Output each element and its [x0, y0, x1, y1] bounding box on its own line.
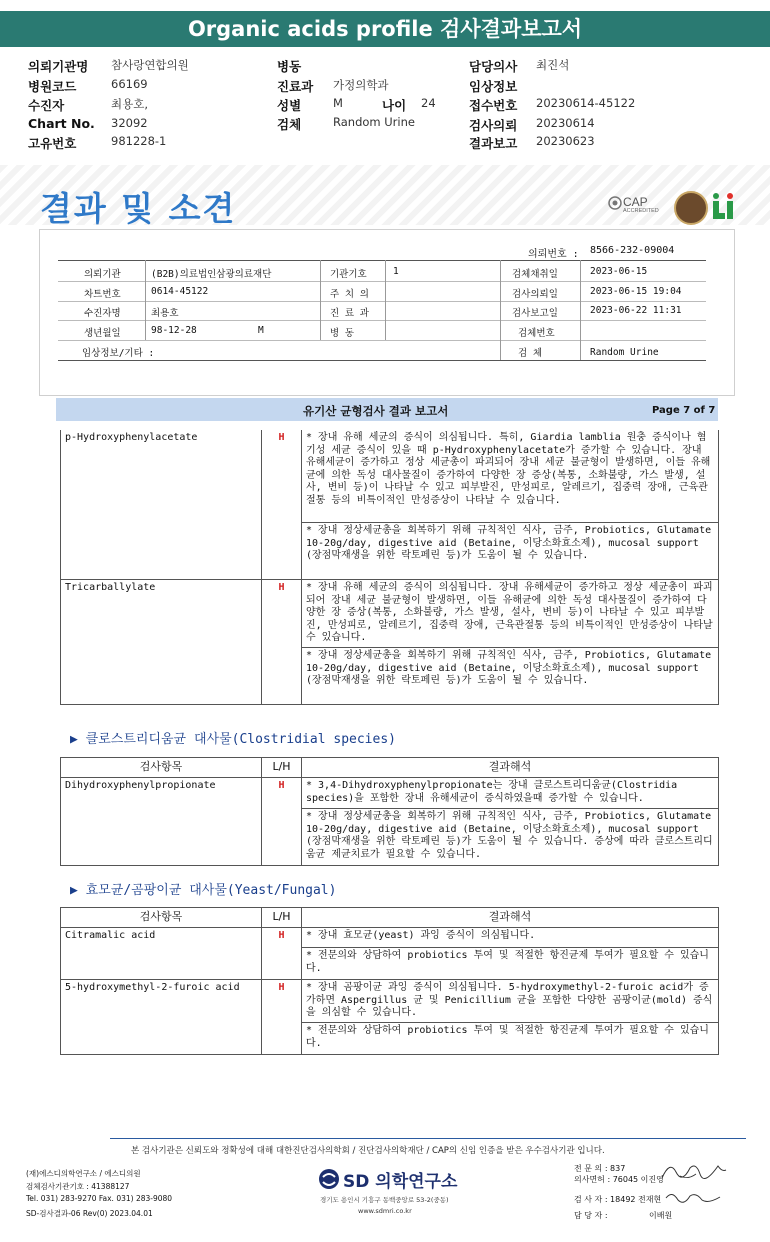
high-flag: H [262, 430, 302, 580]
info-value: 2023-06-15 19:04 [590, 286, 682, 297]
table-row [61, 778, 719, 809]
header-label: 진료과 [277, 79, 314, 94]
high-flag: H [262, 928, 302, 980]
info-label: 의뢰기관 [84, 269, 121, 280]
info-label: 검 체 [518, 348, 543, 359]
section-title: 결과 및 소견 [40, 189, 237, 228]
info-value: 최용호 [151, 308, 179, 319]
info-label: 검체채취일 [512, 269, 558, 280]
info-label: 수진자명 [84, 308, 121, 319]
header-label: 병동 [277, 59, 302, 74]
col-header-item: 검사항목 [61, 758, 262, 778]
result-table-1 [60, 430, 719, 705]
recommendation-text: * 전문의와 상담하여 probiotics 투여 및 적절한 항진균제 투여가 필요할 수 있습니다. [302, 1023, 719, 1055]
header-label: 검사의뢰 [469, 118, 518, 133]
header-label: 의뢰기관명 [28, 59, 89, 74]
header-label: 성별 [277, 98, 302, 113]
header-value: 32092 [111, 116, 148, 130]
test-item-name: 5-hydroxymethyl-2-furoic acid [61, 980, 262, 1055]
info-label: 임상정보/기타 : [82, 348, 155, 359]
test-item-name: p-Hydroxyphenylacetate [61, 430, 262, 580]
table-row [61, 430, 719, 523]
info-value: 1 [393, 266, 399, 277]
recommendation-text: * 장내 정상세균총을 회복하기 위해 규칙적인 식사, 금주, Probiotics, Glutamate 10-20g/day, digestive aid (Betaine, 이당소화효소제), mucosal support (장점막재생을 위한 락토페린 등)가 도움이 될 수 있습니다. 증상에 따라 클로스트리디움균 제균치료가 필요할 수 있습니다. [302, 809, 719, 866]
signatory-line: 의사면허 : 76045 이진영 [574, 1175, 664, 1184]
info-value: 98-12-28 [151, 325, 197, 336]
info-label: 병 동 [330, 328, 355, 339]
info-label: 주 치 의 [330, 289, 369, 300]
header-label: 접수번호 [469, 98, 518, 113]
recommendation-text: * 전문의와 상담하여 probiotics 투여 및 적절한 항진균제 투여가 필요할 수 있습니다. [302, 948, 719, 980]
header-label: Chart No. [28, 116, 95, 131]
test-item-name: Dihydroxyphenylpropionate [61, 778, 262, 866]
header-label: 검체 [277, 117, 302, 132]
info-value: M [258, 325, 264, 336]
header-label: 병원코드 [28, 79, 77, 94]
result-table-2 [60, 757, 719, 866]
header-label: 나이 [382, 98, 407, 113]
col-header-result: 결과해석 [302, 758, 719, 778]
header-value: 가정의학과 [333, 78, 389, 92]
interpretation-text: * 장내 유해 세균의 증식이 의심됩니다. 장내 유해세균이 증가하고 정상 세균총이 파괴되어 장내 세균 불균형이 발생하면, 이들 유해균에 의한 독성 대사물질이 증가하여 다양한 장 증상(복통, 소화불량, 가스 발생, 설사, 변비 등)이 나타날 수 있고 피부발진, 만성피로, 알레르기, 집중력 장애, 근육관절통 등의 비특이적인 만성증상이 나타날 수 있습니다. [302, 580, 719, 648]
header-value: Random Urine [333, 115, 415, 129]
result-table-3 [60, 907, 719, 1055]
header-label: 고유번호 [28, 136, 77, 151]
yeast-section-heading: ▶ 효모균/곰팡이균 대사물(Yeast/Fungal) [70, 883, 337, 898]
brand-website: www.sdmri.co.kr [358, 1207, 412, 1215]
society-seal-icon [674, 191, 708, 225]
org-contact: Tel. 031) 283-9270 Fax. 031) 283-9080 [26, 1194, 173, 1203]
table-header-row [61, 758, 719, 778]
table-header-row [61, 908, 719, 928]
sd-logo-icon [318, 1168, 340, 1190]
header-value: 최진석 [536, 58, 570, 72]
signatory-line: 이배원 [649, 1211, 673, 1220]
high-flag: H [262, 580, 302, 705]
header-label: 결과보고 [469, 136, 518, 151]
info-label: 차트번호 [84, 289, 121, 300]
yeast-section-title: 효모균/곰팡이균 대사물(Yeast/Fungal) [85, 883, 337, 898]
header-value: 20230614-45122 [536, 96, 636, 110]
table-row [61, 980, 719, 1023]
header-value: M [333, 96, 343, 110]
high-flag: H [262, 980, 302, 1055]
info-label: 생년월일 [84, 328, 121, 339]
interpretation-text: * 3,4-Dihydroxyphenylpropionate는 장내 클로스트리디움균(Clostridia species)을 포함한 장내 유해세균이 증식하였을때 증가할 수 있습니다. [302, 778, 719, 809]
info-label: 진 료 과 [330, 308, 369, 319]
recommendation-text: * 장내 정상세균총을 회복하기 위해 규칙적인 식사, 금주, Probiotics, Glutamate 10-20g/day, digestive aid (Betaine, 이당소화효소제), mucosal support (장점막재생을 위한 락토페린 등)가 도움이 될 수 있습니다. [302, 648, 719, 705]
info-label: 검사의뢰일 [512, 289, 558, 300]
table-row [61, 928, 719, 948]
header-value: 20230623 [536, 134, 595, 148]
clostridial-section-heading: ▶ 클로스트리디움균 대사물(Clostridial species) [70, 732, 396, 747]
info-value: (B2B)의료법인삼광의료재단 [151, 269, 272, 280]
info-value: 0614-45122 [151, 286, 209, 297]
header-label: 임상정보 [469, 79, 518, 94]
brand-name: SD 의학연구소 [343, 1172, 458, 1192]
high-flag: H [262, 778, 302, 866]
org-code: 검체검사기관기호 : 41388127 [26, 1182, 130, 1191]
lab-accreditation-icon [710, 191, 738, 221]
header-value: 참사랑연합의원 [111, 58, 189, 72]
info-value: 2023-06-22 11:31 [590, 305, 682, 316]
signature-image [664, 1188, 724, 1208]
info-value: Random Urine [590, 347, 659, 358]
recommendation-text: * 장내 정상세균총을 회복하기 위해 규칙적인 식사, 금주, Probiotics, Glutamate 10-20g/day, digestive aid (Betaine, 이당소화효소제), mucosal support (장점막재생을 위한 락토페린 등)가 도움이 될 수 있습니다. [302, 523, 719, 580]
table-row [61, 580, 719, 648]
info-label: 검사보고일 [512, 308, 558, 319]
header-label: 담당의사 [469, 59, 518, 74]
header-label: 수진자 [28, 98, 65, 113]
footer-divider [110, 1138, 746, 1139]
org-name: (재)에스디의학연구소 / 에스디의원 [26, 1169, 141, 1178]
header-value: 66169 [111, 77, 148, 91]
header-value: 20230614 [536, 116, 595, 130]
header-value: 최용호, [111, 97, 148, 111]
test-item-name: Citramalic acid [61, 928, 262, 980]
certification-notice: 본 검사기관은 신뢰도와 정확성에 대해 대한진단검사의학회 / 진단검사의학재단 / CAP의 신임 인증을 받은 우수검사기관 입니다. [131, 1146, 605, 1156]
cap-logo-text: CAP [623, 195, 648, 209]
brand-address: 경기도 용인시 기흥구 동백중앙로 53-2(중동) [320, 1196, 449, 1204]
form-number: SD-검사결과-06 Rev(0) 2023.04.01 [26, 1209, 153, 1218]
interpretation-text: * 장내 효모균(yeast) 과잉 증식이 의심됩니다. [302, 928, 719, 948]
signatory-line: 검 사 자 : 18492 전재현 [574, 1195, 662, 1204]
request-no: 8566-232-09004 [590, 245, 675, 256]
cap-logo-sub: ACCREDITED [623, 208, 659, 214]
col-header-result: 결과해석 [302, 908, 719, 928]
clostridial-section-title: 클로스트리디움균 대사물(Clostridial species) [85, 732, 396, 747]
col-header-lh: L/H [262, 908, 302, 928]
header-value: 981228-1 [111, 134, 167, 148]
interpretation-text: * 장내 곰팡이균 과잉 증식이 의심됩니다. 5-hydroxymethyl-2-furoic acid가 증가하면 Aspergillus 균 및 Penicillium 균을 포함한 다양한 곰팡이균(mold) 증식을 의심할 수 있습니다. [302, 980, 719, 1023]
info-label: 검체번호 [518, 328, 555, 339]
info-label: 기관기호 [330, 269, 367, 280]
page-indicator: Page 7 of 7 [652, 405, 716, 416]
col-header-lh: L/H [262, 758, 302, 778]
request-no-label: 의뢰번호 : [528, 249, 579, 260]
header-value: 24 [421, 96, 436, 110]
col-header-item: 검사항목 [61, 908, 262, 928]
test-item-name: Tricarballylate [61, 580, 262, 705]
info-value: 2023-06-15 [590, 266, 648, 277]
report-title-bar: Organic acids profile 검사결과보고서 [0, 11, 770, 47]
interpretation-text: * 장내 유해 세균의 증식이 의심됩니다. 특히, Giardia lamblia 원충 증식이나 혐기성 세균 증식이 있을 때 p-Hydroxyphenylacetate가 증가할 수 있습니다. 장내 유해세균이 증가하고 정상 세균총이 파괴되어 장내 세균 불균형이 발생하면, 이들 유해균에 의한 독성 대사물질이 증가하여 다양한 장 증상(복통, 소화불량, 가스 발생, 설사, 변비 등)이 나타날 수 있고 피부발진, 만성피로, 알레르기, 집중력 장애, 근육관절통 등의 비특이적인 만성증상이 나타날 수 있습니다. [302, 430, 719, 523]
signature-image [660, 1158, 730, 1184]
cap-logo [608, 193, 668, 219]
signatory-line: 담 당 자 : [574, 1211, 608, 1220]
report-title: 유기산 균형검사 결과 보고서 [303, 404, 449, 418]
signatory-line: 전 문 의 : 837 [574, 1164, 626, 1173]
